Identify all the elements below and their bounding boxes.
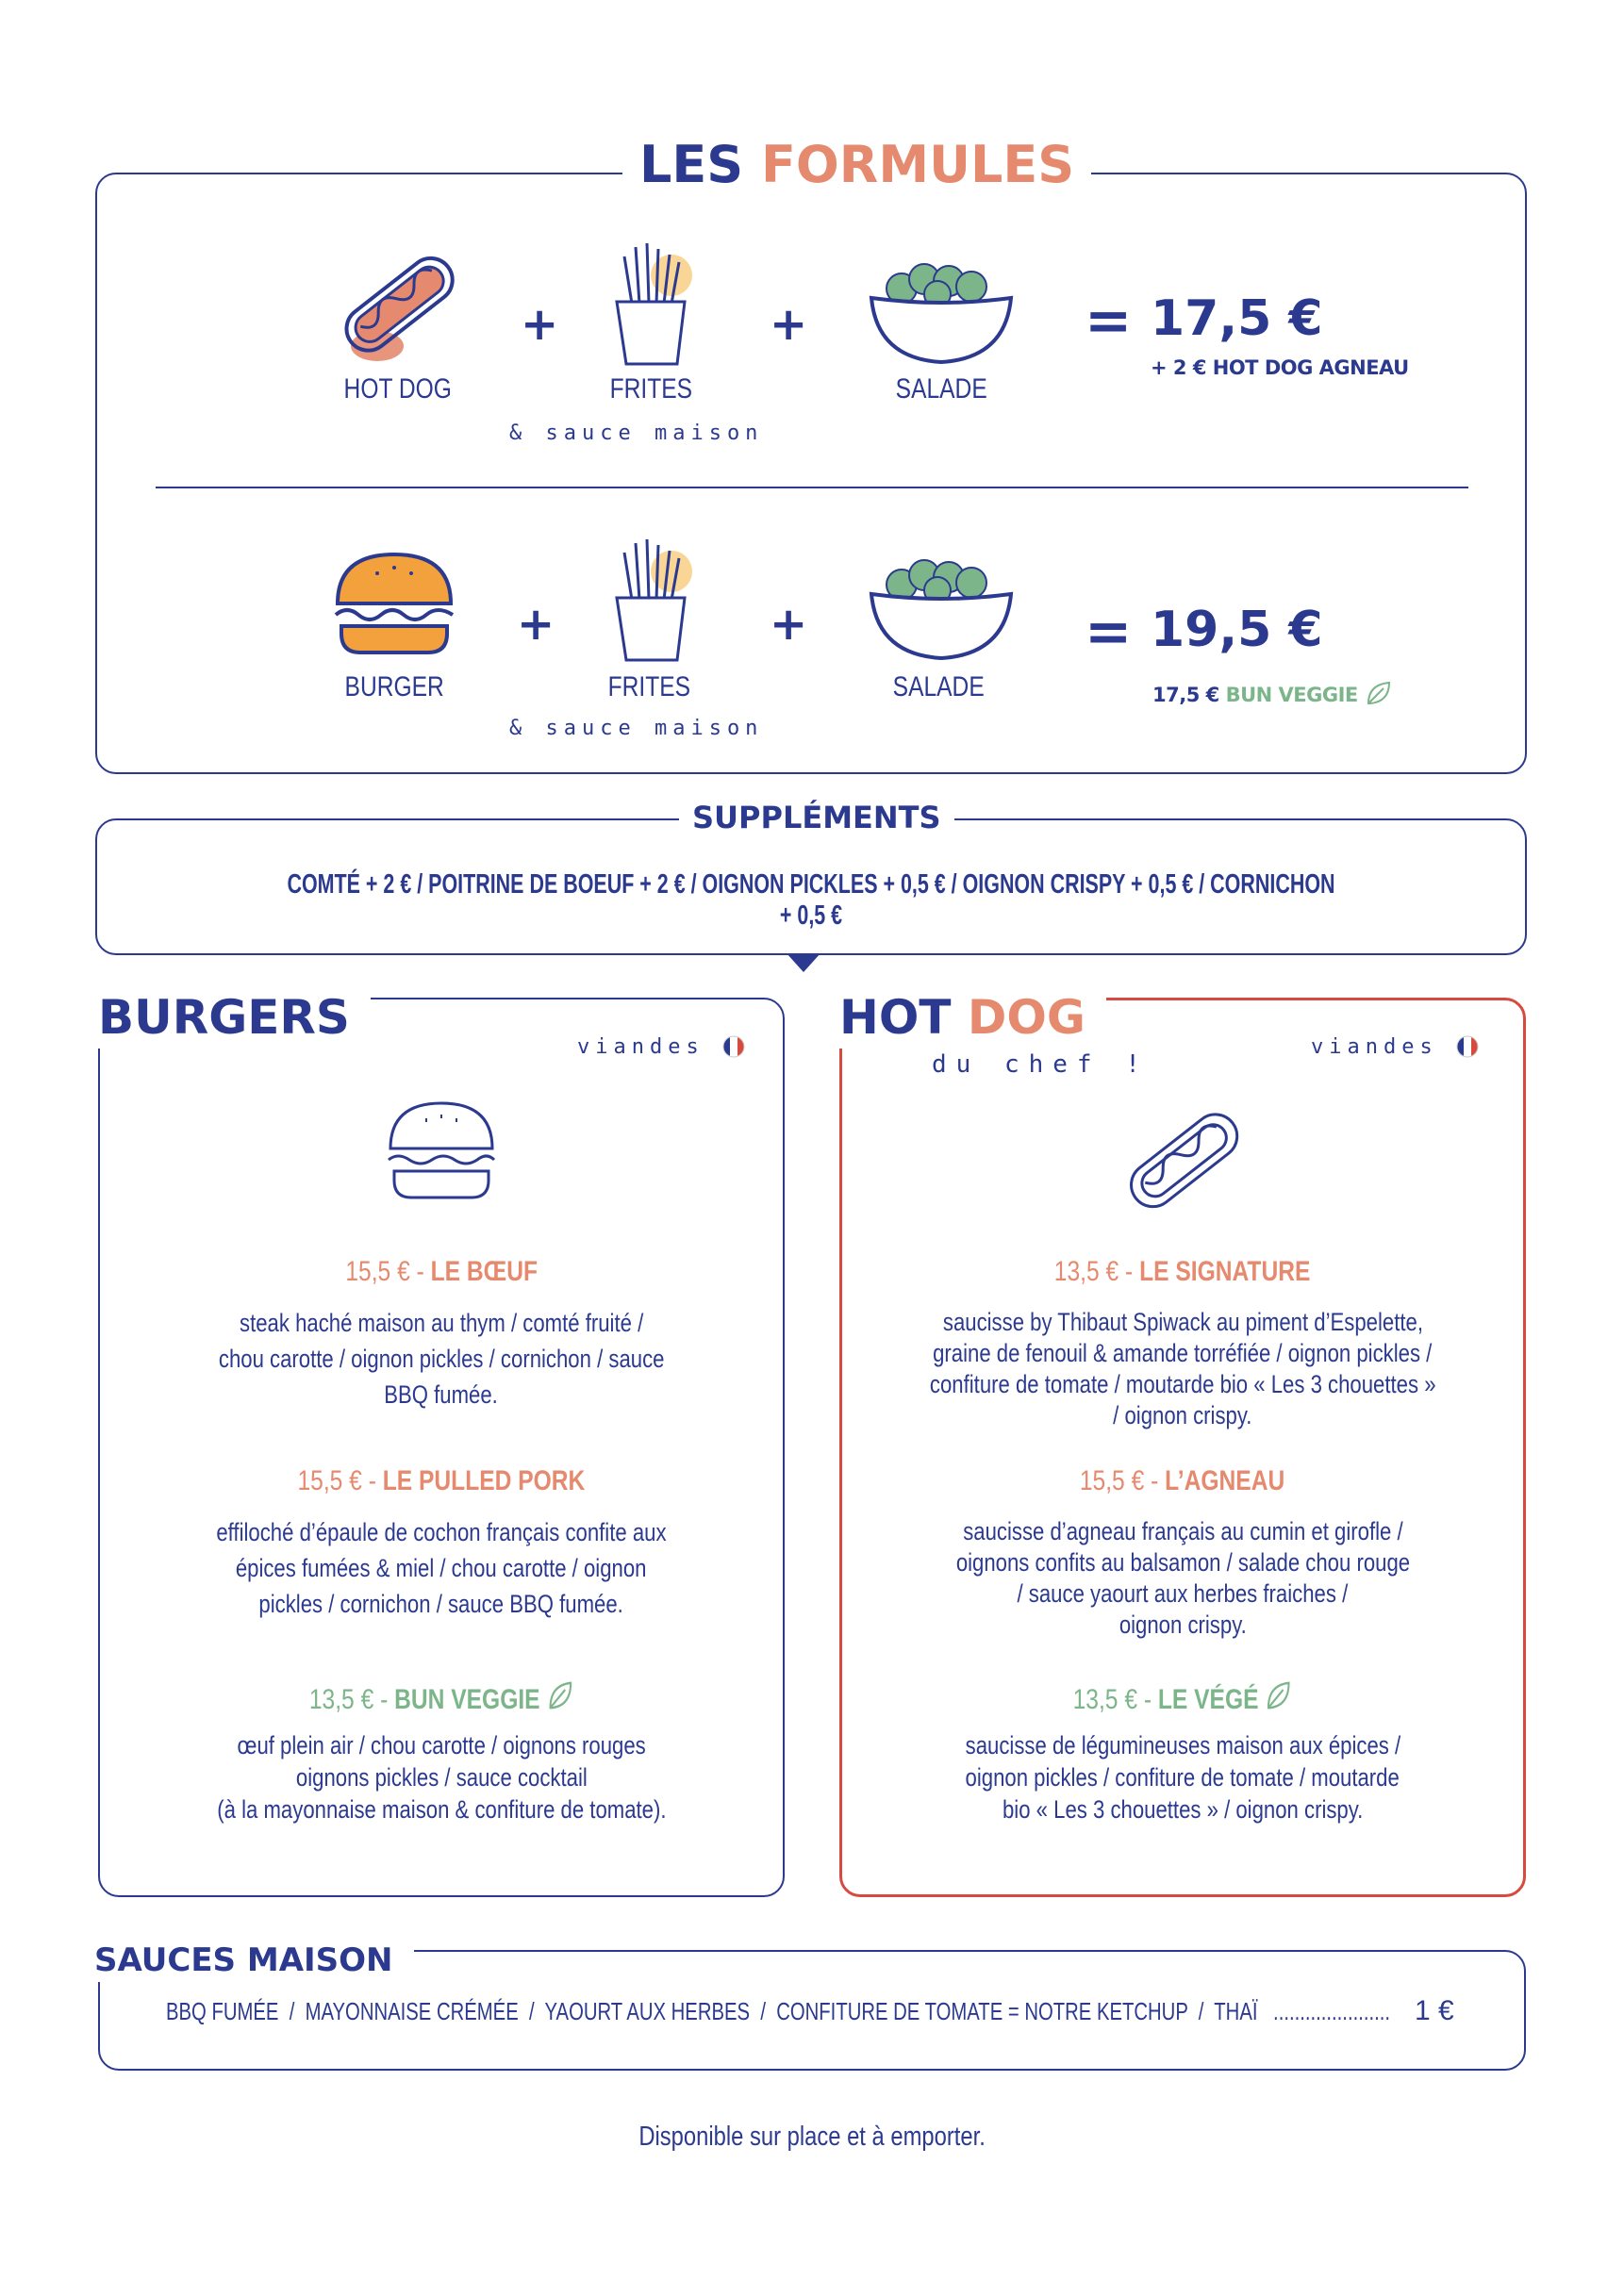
burger-icon — [328, 547, 460, 660]
formule1-item2: FRITES — [609, 373, 692, 405]
footer-note: Disponible sur place et à emporter. — [638, 2122, 986, 2152]
hotdog-item-desc: saucisse by Thibaut Spiwack au piment d’Espelette, graine de fenouil & amande torréfiée / oignon pickles / confiture de tomate / moutarde bio « Les 3 chouettes » / oignon crispy. — [929, 1308, 1436, 1429]
formule1-item2-note: & sauce maison — [509, 421, 764, 445]
burgers-title: BURGERS — [98, 986, 371, 1049]
burger-item-desc: steak haché maison au thym / comté fruité / chou carotte / oignon pickles / cornichon / sauce BBQ fumée. — [218, 1309, 665, 1409]
formules-title-b: FORMULES — [761, 135, 1075, 194]
hotdog-item-title: 13,5 € - LE VÉGÉ — [839, 1678, 1526, 1716]
french-flag-icon — [1456, 1035, 1479, 1058]
formule2-extra-label: BUN VEGGIE — [1225, 684, 1358, 706]
hotdog-outline-icon — [1113, 1094, 1254, 1226]
burger-item-desc: effiloché d’épaule de cochon français confite aux épices fumées & miel / chou carotte / oignon pickles / cornichon / sauce BBQ fumée. — [216, 1518, 667, 1618]
supplements-text: COMTÉ + 2 € / POITRINE DE BOEUF + 2 € / OIGNON PICKLES + 0,5 € / OIGNON CRISPY + 0,5 € / CORNICHON + 0,5 € — [287, 869, 1335, 931]
hotdog-title-a: HOT — [839, 990, 952, 1045]
formule2-price: 19,5 € — [1151, 602, 1323, 658]
supplements-title: SUPPLÉMENTS — [679, 798, 954, 837]
hotdog-icon — [328, 238, 470, 370]
sauces-dots: ...................... — [1273, 1997, 1391, 2025]
formule1-plus1: + — [521, 298, 559, 351]
formule2-extra-price: 17,5 € — [1152, 684, 1219, 706]
formule1-extra: + 2 € HOT DOG AGNEAU — [1151, 356, 1409, 379]
hotdog-subtitle: du chef ! — [932, 1050, 1150, 1079]
sauces-list: BBQ FUMÉE / MAYONNAISE CRÉMÉE / YAOURT AUX HERBES / CONFITURE DE TOMATE = NOTRE KETCHUP / THAÏ — [166, 1997, 1258, 2025]
hotdog-item-desc: saucisse de légumineuses maison aux épices / oignon pickles / confiture de tomate / moutarde bio « Les 3 chouettes » / oignon crispy. — [965, 1731, 1400, 1824]
formule2-equals: = — [1085, 599, 1133, 665]
sauces-price: 1 € — [1415, 1995, 1454, 2026]
leaf-icon — [1365, 679, 1393, 707]
burger-item-title: 15,5 € - LE PULLED PORK — [297, 1465, 586, 1496]
formule1-item1: HOT DOG — [343, 373, 453, 405]
burger-item-title: 13,5 € - BUN VEGGIE — [98, 1678, 785, 1716]
hotdog-title-b: DOG — [967, 990, 1085, 1045]
formule2-item2: FRITES — [607, 671, 690, 702]
hotdog-item-title: 15,5 € - L’AGNEAU — [1080, 1465, 1285, 1496]
french-flag-icon — [722, 1035, 745, 1058]
formule2-item3: SALADE — [892, 671, 985, 702]
formule1-equals: = — [1085, 288, 1133, 354]
hotdog-viandes: viandes — [1311, 1035, 1479, 1059]
formule2-plus1: + — [517, 598, 555, 651]
leaf-icon — [1265, 1678, 1293, 1712]
sauces-line — [166, 1997, 1624, 2026]
fries-icon — [604, 238, 698, 370]
formule1-item3: SALADE — [895, 373, 987, 405]
leaf-icon — [546, 1678, 574, 1712]
formule1-plus2: + — [770, 298, 808, 351]
formule2-plus2: + — [770, 598, 808, 651]
burger-outline-icon — [385, 1099, 498, 1203]
formules-title — [622, 132, 1091, 198]
hotdog-item-desc: saucisse d’agneau français au cumin et girofle / oignons confits au balsamon / salade chou rouge / sauce yaourt aux herbes fraiches / oignon crispy. — [955, 1517, 1410, 1639]
burgers-viandes: viandes — [577, 1035, 745, 1059]
formules-divider — [156, 487, 1468, 488]
hotdog-item-title: 13,5 € - LE SIGNATURE — [1054, 1256, 1311, 1287]
formule2-extra — [1152, 679, 1393, 707]
burger-item-title: 15,5 € - LE BŒUF — [345, 1256, 538, 1287]
salad-icon — [866, 551, 1017, 664]
sauces-title: SAUCES MAISON — [94, 1939, 414, 1982]
salad-icon — [866, 255, 1017, 368]
formule1-price: 17,5 € — [1151, 290, 1323, 347]
formules-title-a: LES — [639, 135, 744, 194]
formule2-item1: BURGER — [344, 671, 444, 702]
arrow-down-icon — [787, 953, 820, 972]
burger-item-desc: œuf plein air / chou carotte / oignons rouges oignons pickles / sauce cocktail (à la mayonnaise maison & confiture de tomate). — [216, 1731, 667, 1824]
hotdog-title — [832, 986, 1106, 1049]
fries-icon — [604, 534, 698, 666]
formule2-item2-note: & sauce maison — [509, 717, 764, 740]
